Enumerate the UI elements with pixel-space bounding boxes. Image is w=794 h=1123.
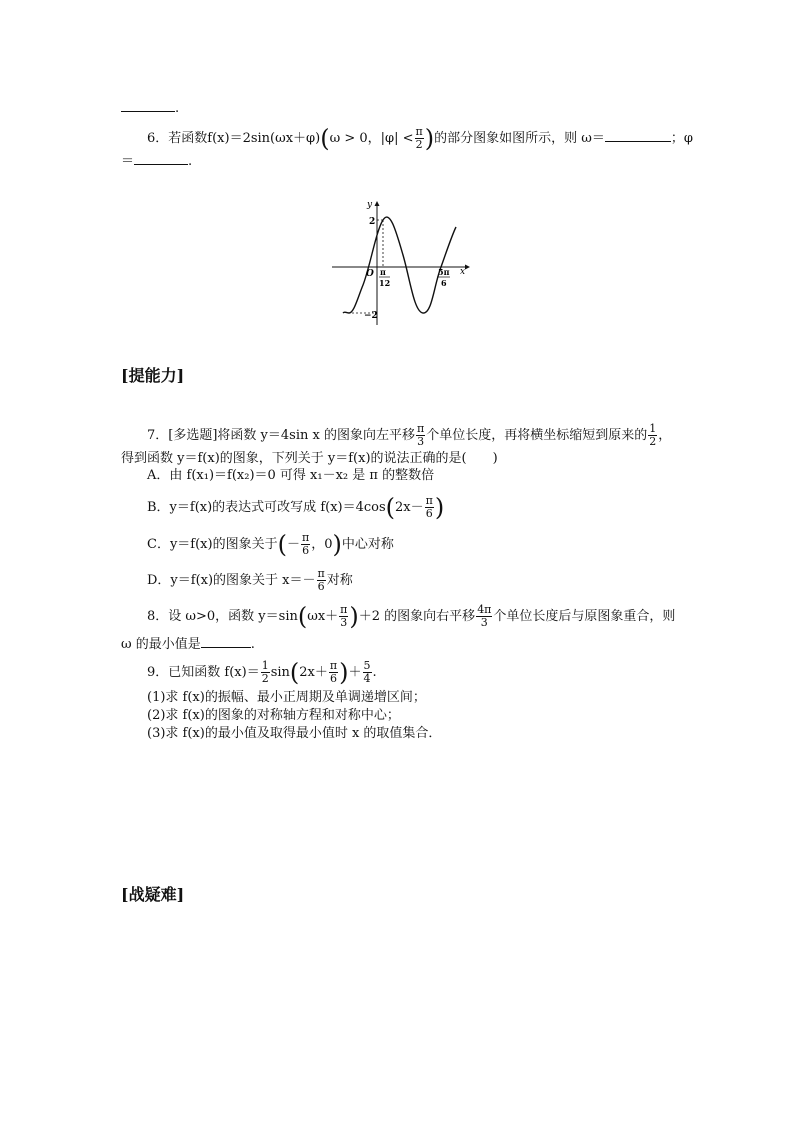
tick-5pi-6-num: 5π [438, 267, 450, 277]
y-max-label: 2 [369, 217, 376, 227]
fraction: $\frac{\pi}{6}$ [301, 531, 310, 557]
q7-option-c: C．y＝f(x)的图象关于(－ $\frac{\pi}{6}$ ，0)中心对称 [147, 530, 394, 559]
section-heading-tinengli: [提能力] [121, 366, 185, 385]
tick-5pi-6-den: 6 [441, 278, 447, 288]
sine-graph [328, 195, 478, 330]
q6-equals: ＝ [121, 154, 135, 169]
q6-line1 [147, 126, 693, 151]
fraction: $\frac{5}{4}$ [363, 659, 371, 685]
q7-option-a: A．由 f(x₁)＝f(x₂)＝0 可得 x₁－x₂ 是 π 的整数倍 [147, 468, 435, 483]
paren-close: ) [424, 124, 435, 153]
fraction: $\frac{1}{2}$ [261, 659, 269, 685]
q7-line2: 得到函数 y＝f(x)的图象，下列关于 y＝f(x)的说法正确的是( ) [121, 451, 498, 466]
q9-sub2: (2)求 f(x)的图象的对称轴方程和对称中心； [147, 708, 400, 723]
y-axis-arrow [375, 201, 380, 206]
fraction: $\frac{\pi}{2}$ [415, 125, 423, 151]
q8-line1: 8．设 ω>0，函数 y＝sin(ωx＋ $\frac{\pi}{3}$ )＋2 的图象向右平移 $\frac{4\pi}{3}$ 个单位长度后与原图象重合，则 [147, 602, 676, 631]
sine-curve [343, 217, 456, 313]
y-axis-label: y [367, 200, 373, 210]
q6-condition: ω > 0，|φ| < [329, 131, 414, 146]
x-axis-arrow [465, 265, 470, 270]
q5-period: . [175, 101, 180, 116]
answer-blank [201, 635, 251, 648]
fraction: $\frac{\pi}{6}$ [425, 494, 433, 520]
q7-line1: 7．[多选题]将函数 y＝4sin x 的图象向左平移 $\frac{\pi}{3}$ 个单位长度，再将横坐标缩短到原来的 $\frac{1}{2}$ ， [147, 422, 672, 448]
x-axis-label: x [460, 267, 466, 277]
fraction: $\frac{\pi}{6}$ [317, 567, 325, 593]
fraction: $\frac{\pi}{6}$ [329, 659, 338, 685]
section-heading-zhanyinan: [战疑难] [121, 885, 185, 904]
q6-period: . [188, 154, 193, 169]
q6-line2 [121, 152, 192, 170]
fraction: $\frac{4\pi}{3}$ [477, 603, 492, 629]
tick-pi-12-num: π [380, 267, 386, 277]
origin-label: O [366, 269, 374, 279]
fraction: $\frac{1}{2}$ [649, 422, 657, 448]
q5-answer-line [121, 99, 179, 117]
y-min-label: −2 [364, 311, 378, 321]
q9-sub1: (1)求 f(x)的振幅、最小正周期及单调递增区间； [147, 690, 426, 705]
q6-semicolon: ；φ [670, 131, 693, 146]
q9-sub3: (3)求 f(x)的最小值及取得最小值时 x 的取值集合． [147, 726, 442, 741]
q6-text: 的部分图象如图所示，则 ω＝ [434, 131, 605, 146]
paren-open: ( [320, 124, 330, 153]
answer-blank-omega [605, 129, 671, 142]
fraction: $\frac{\pi}{3}$ [340, 603, 348, 629]
q6-number: 6．若函数 [147, 131, 208, 146]
fraction: $\frac{\pi}{3}$ [416, 422, 425, 448]
q8-line2: ω 的最小值是 . [121, 637, 255, 652]
q7-option-b: B．y＝f(x)的表达式可改写成 f(x)＝4cos(2x－ $\frac{\pi}{6}$ ) [147, 493, 445, 522]
tick-pi-12-den: 12 [379, 278, 391, 288]
answer-blank-phi [134, 152, 188, 165]
q6-function: f(x)＝2sin(ωx＋φ) [207, 131, 321, 146]
answer-blank [121, 99, 175, 112]
q9-line1: 9．已知函数 f(x)＝ $\frac{1}{2}$ sin(2x＋ $\frac{\pi}{6}$ )＋ $\frac{5}{4}$ . [147, 658, 377, 687]
q7-option-d: D．y＝f(x)的图象关于 x＝－ $\frac{\pi}{6}$ 对称 [147, 567, 353, 593]
